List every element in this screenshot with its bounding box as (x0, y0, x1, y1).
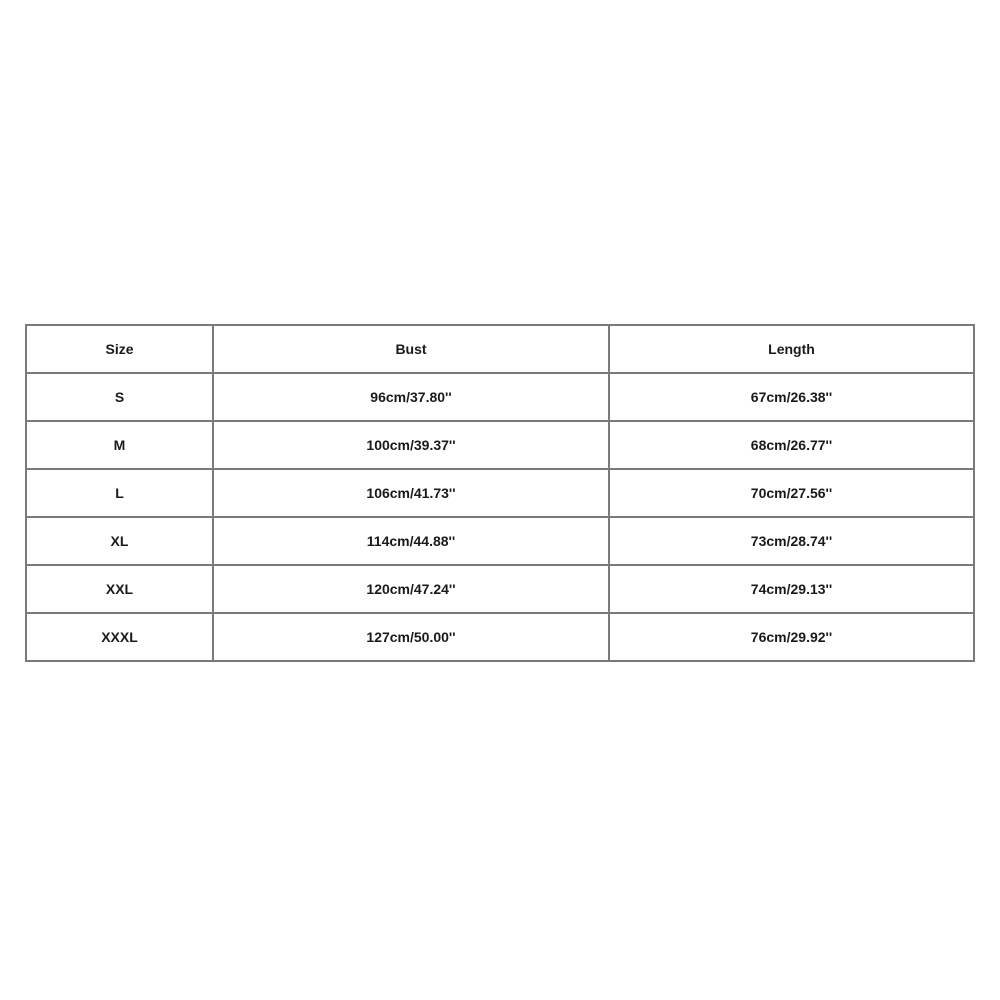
length-cell: 74cm/29.13'' (609, 565, 974, 613)
size-cell: L (26, 469, 213, 517)
length-cell: 76cm/29.92'' (609, 613, 974, 661)
length-cell: 68cm/26.77'' (609, 421, 974, 469)
bust-cell: 106cm/41.73'' (213, 469, 609, 517)
bust-cell: 127cm/50.00'' (213, 613, 609, 661)
table-row (26, 421, 974, 469)
length-cell: 73cm/28.74'' (609, 517, 974, 565)
bust-cell: 96cm/37.80'' (213, 373, 609, 421)
bust-cell: 120cm/47.24'' (213, 565, 609, 613)
table-row (26, 373, 974, 421)
header-bust: Bust (213, 325, 609, 373)
table-row (26, 565, 974, 613)
size-cell: XXXL (26, 613, 213, 661)
header-size: Size (26, 325, 213, 373)
table-header-row (26, 325, 974, 373)
size-cell: S (26, 373, 213, 421)
size-cell: XXL (26, 565, 213, 613)
bust-cell: 114cm/44.88'' (213, 517, 609, 565)
bust-cell: 100cm/39.37'' (213, 421, 609, 469)
table-row (26, 469, 974, 517)
size-cell: M (26, 421, 213, 469)
table-row (26, 613, 974, 661)
length-cell: 67cm/26.38'' (609, 373, 974, 421)
length-cell: 70cm/27.56'' (609, 469, 974, 517)
table-row (26, 517, 974, 565)
size-chart-table (25, 324, 975, 662)
header-length: Length (609, 325, 974, 373)
size-cell: XL (26, 517, 213, 565)
